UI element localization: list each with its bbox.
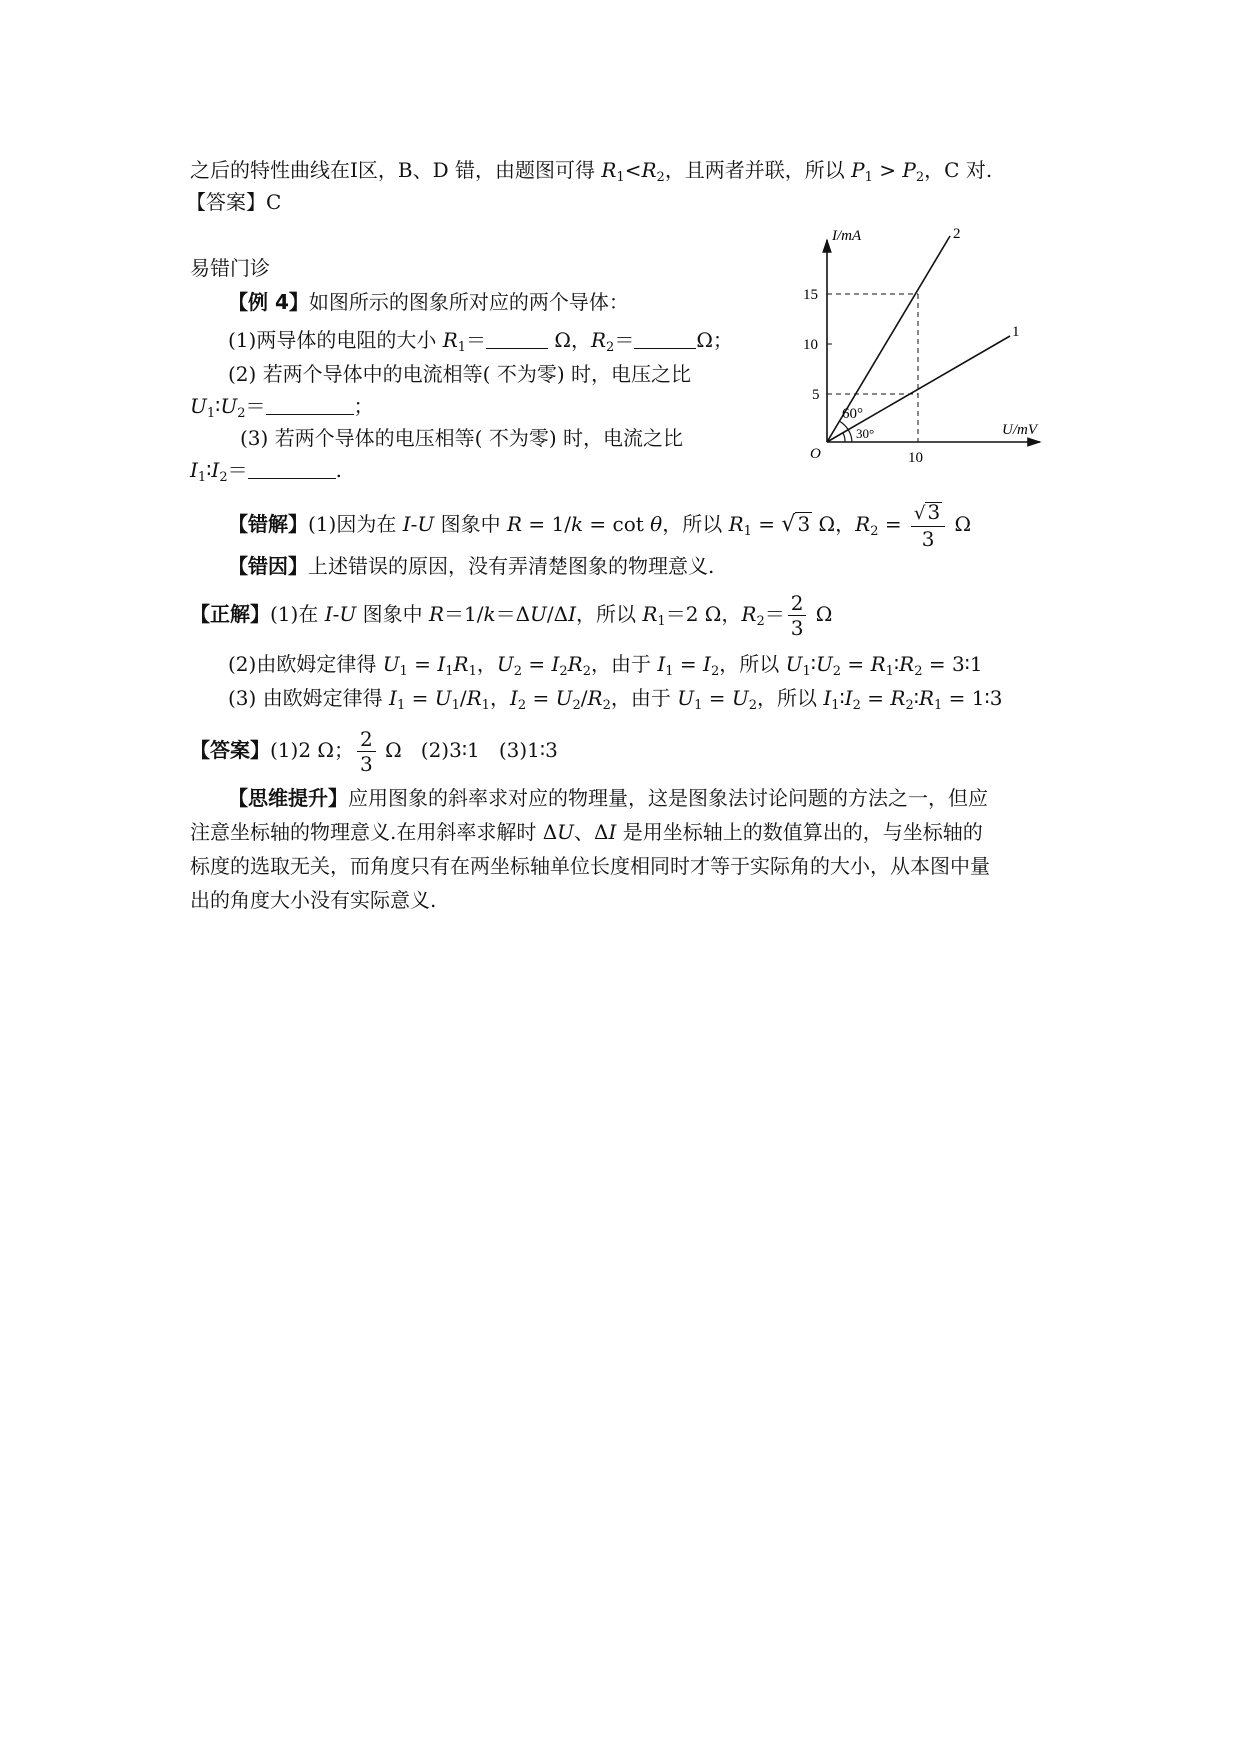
final-answer: 【答案】(1)2 Ω； $\frac{2}{3}$ Ω (2)3∶1 (3)1∶3 <box>190 727 558 776</box>
angle-label-30: 30° <box>856 426 875 441</box>
example-question-3: (3) 若两个导体的电压相等( 不为零) 时，电流之比 <box>240 426 684 450</box>
y-tick-label-5: 5 <box>812 387 820 403</box>
insight-line-1: 【思维提升】应用图象的斜率求对应的物理量，这是图象法讨论问题的方法之一，但应 <box>228 786 988 810</box>
x-axis-label: U/mV <box>1002 422 1037 438</box>
example-question-1: (1)两导体的电阻的大小 $R_1= \Omega$，$R_2= \Omega$； <box>228 328 733 355</box>
y-axis-label: I/mA <box>832 228 862 244</box>
line-label-2: 2 <box>953 226 961 242</box>
correct-solution-1: 【正解】(1)在 I-U 图象中 R＝1/k＝ΔU/ΔI，所以 $R_1=2$ Ω，$R_2=$ $\frac{2}{3}$ Ω <box>190 591 833 640</box>
example-question-3-cont: $I_1∶I_2=$ . <box>190 458 342 485</box>
x-tick-label-10: 10 <box>908 450 923 466</box>
section-title: 易错门诊 <box>190 256 270 280</box>
example-question-2: (2) 若两个导体中的电流相等( 不为零) 时，电压之比 <box>228 362 692 386</box>
correct-solution-3: (3) 由欧姆定律得 $I_1 = U_1/R_1$，$I_2 = U_2/R_2$，由于 $U_1 = U_2$，所以 $I_1∶I_2$ = $R_2∶R_1$ = 1∶3 <box>228 686 1003 713</box>
y-tick-label-15: 15 <box>803 287 818 303</box>
insight-line-3: 标度的选取无关，而角度只有在两坐标轴单位长度相同时才等于实际角的大小，从本图中量 <box>190 854 990 878</box>
origin-label: O <box>810 446 821 462</box>
angle-arc-30 <box>843 433 845 442</box>
line-label-1: 1 <box>1012 324 1020 340</box>
intro-line-1: 之后的特性曲线在Ⅰ区，B、D 错，由题图可得 $R_1<R_2$，且两者并联，所以 $P_1 > P_2$，C 对. <box>190 158 993 185</box>
example-stem: 【例 4】如图所示的图象所对应的两个导体： <box>228 290 629 314</box>
example-question-2-cont: $U_1∶U_2=$ ； <box>190 394 374 421</box>
wrong-reason: 【错因】上述错误的原因，没有弄清楚图象的物理意义. <box>228 554 715 578</box>
angle-label-60: 60° <box>842 406 863 422</box>
insight-line-4: 出的角度大小没有实际意义. <box>190 888 437 912</box>
y-tick-label-10: 10 <box>803 337 818 353</box>
i-u-graph <box>790 222 1060 472</box>
correct-solution-2: (2)由欧姆定律得 $U_1 = I_1R_1$，$U_2 = I_2R_2$，由于 $I_1 = I_2$，所以 $U_1∶U_2$ = $R_1∶R_2$ = 3∶1 <box>228 652 983 679</box>
wrong-solution: 【错解】(1)因为在 I-U 图象中 R = 1/k = cot θ，所以 $R_1$ = √ 3 Ω，$R_2$ = $\frac{√ 3}{3}$ Ω <box>228 500 972 551</box>
insight-line-2: 注意坐标轴的物理意义.在用斜率求解时 ΔU、ΔI 是用坐标轴上的数值算出的，与坐标轴的 <box>190 820 983 844</box>
intro-answer: 【答案】C <box>186 190 282 214</box>
